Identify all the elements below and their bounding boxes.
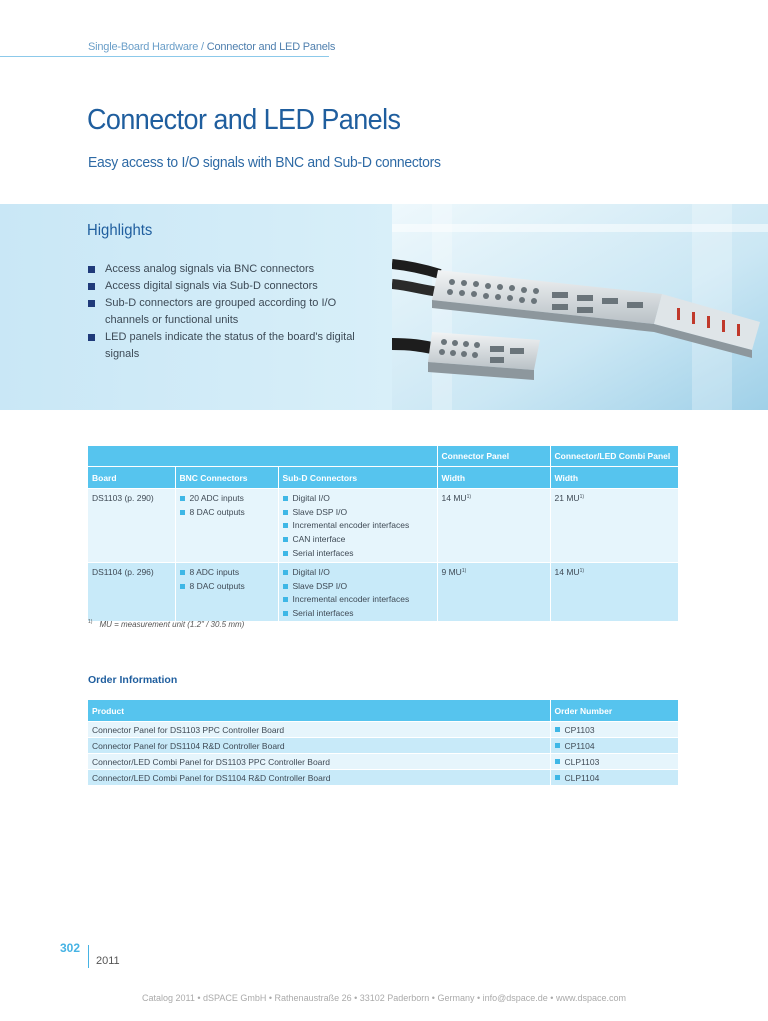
col-width-combi: Width — [550, 467, 678, 489]
catalog-year: 2011 — [96, 955, 120, 967]
list-item: Digital I/O — [283, 492, 433, 506]
list-item: 8 DAC outputs — [180, 506, 274, 520]
breadcrumb-underline — [0, 56, 329, 57]
order-number-cell: CP1104 — [550, 738, 678, 754]
spec-group-combi-panel: Connector/LED Combi Panel — [550, 446, 678, 467]
spec-table — [88, 446, 679, 622]
breadcrumb — [88, 41, 335, 53]
bullet-icon — [88, 334, 95, 341]
bullet-icon — [180, 496, 185, 501]
order-info-heading: Order Information — [88, 674, 178, 686]
product-cell: Connector Panel for DS1104 R&D Controller Board — [88, 738, 550, 754]
product-cell: Connector/LED Combi Panel for DS1103 PPC Controller Board — [88, 754, 550, 770]
order-number-cell: CLP1103 — [550, 754, 678, 770]
bullet-icon — [88, 266, 95, 273]
highlights-list — [88, 261, 378, 363]
bullet-icon — [283, 551, 288, 556]
table-row — [88, 563, 678, 622]
list-item: Incremental encoder interfaces — [283, 519, 433, 533]
list-item: 8 DAC outputs — [180, 580, 274, 594]
order-number-cell: CP1103 — [550, 722, 678, 738]
bullet-icon — [283, 597, 288, 602]
list-item: Serial interfaces — [283, 547, 433, 561]
col-width-connector: Width — [437, 467, 550, 489]
col-board: Board — [88, 467, 175, 489]
table-row — [88, 738, 678, 754]
bullet-icon — [555, 759, 560, 764]
highlights-heading: Highlights — [87, 222, 153, 239]
product-photo — [392, 204, 768, 410]
breadcrumb-separator: / — [201, 41, 204, 53]
bullet-icon — [283, 537, 288, 542]
page-number: 302 — [60, 941, 81, 955]
board-cell[interactable]: DS1103 (p. 290) — [88, 489, 175, 563]
list-item: 8 ADC inputs — [180, 566, 274, 580]
bullet-icon — [88, 283, 95, 290]
bullet-icon — [283, 510, 288, 515]
connector-width-cell: 14 MU$^{1)}$ — [437, 489, 550, 563]
table-row — [88, 754, 678, 770]
connector-width-cell: 9 MU$^{1)}$ — [437, 563, 550, 622]
col-product: Product — [88, 700, 550, 722]
highlight-item: Access analog signals via BNC connectors — [88, 261, 378, 278]
list-item: Slave DSP I/O — [283, 580, 433, 594]
table-row — [88, 770, 678, 786]
bullet-icon — [555, 727, 560, 732]
order-number-cell: CLP1104 — [550, 770, 678, 786]
highlight-item: LED panels indicate the status of the board's digital signals — [88, 329, 378, 363]
bullet-icon — [283, 611, 288, 616]
bullet-icon — [180, 584, 185, 589]
list-item: Incremental encoder interfaces — [283, 593, 433, 607]
bullet-icon — [180, 510, 185, 515]
col-subd: Sub-D Connectors — [278, 467, 437, 489]
combi-width-cell: 21 MU$^{1)}$ — [550, 489, 678, 563]
bullet-icon — [283, 496, 288, 501]
combi-width-cell: 14 MU$^{1)}$ — [550, 563, 678, 622]
col-bnc: BNC Connectors — [175, 467, 278, 489]
spec-header-blank — [88, 446, 437, 467]
breadcrumb-parent[interactable]: Single-Board Hardware — [88, 41, 199, 53]
footer-text: Catalog 2011 • dSPACE GmbH • Rathenaustraße 26 • 33102 Paderborn • Germany • info@dspace.de • www.dspace.com — [142, 993, 626, 1003]
list-item: Digital I/O — [283, 566, 433, 580]
page-title: Connector and LED Panels — [87, 104, 401, 136]
table-row — [88, 489, 678, 563]
bullet-icon — [555, 775, 560, 780]
bullet-icon — [555, 743, 560, 748]
product-cell: Connector/LED Combi Panel for DS1104 R&D Controller Board — [88, 770, 550, 786]
order-table — [88, 700, 679, 786]
col-order-number: Order Number — [550, 700, 678, 722]
footnote: $^{1)}$ MU = measurement unit (1.2" / 30.5 mm) — [88, 619, 245, 629]
product-cell: Connector Panel for DS1103 PPC Controller Board — [88, 722, 550, 738]
bullet-icon — [283, 523, 288, 528]
list-item: Slave DSP I/O — [283, 506, 433, 520]
list-item: Serial interfaces — [283, 607, 433, 621]
list-item: 20 ADC inputs — [180, 492, 274, 506]
bullet-icon — [283, 570, 288, 575]
highlight-item: Access digital signals via Sub-D connectors — [88, 278, 378, 295]
list-item: CAN interface — [283, 533, 433, 547]
bullet-icon — [283, 584, 288, 589]
bullet-icon — [88, 300, 95, 307]
spec-group-connector-panel: Connector Panel — [437, 446, 550, 467]
highlight-item: Sub-D connectors are grouped according to I/O channels or functional units — [88, 295, 378, 329]
page-divider — [88, 945, 89, 968]
page-subtitle: Easy access to I/O signals with BNC and Sub-D connectors — [88, 154, 441, 171]
board-cell[interactable]: DS1104 (p. 296) — [88, 563, 175, 622]
table-row — [88, 722, 678, 738]
breadcrumb-current: Connector and LED Panels — [206, 41, 336, 53]
bullet-icon — [180, 570, 185, 575]
